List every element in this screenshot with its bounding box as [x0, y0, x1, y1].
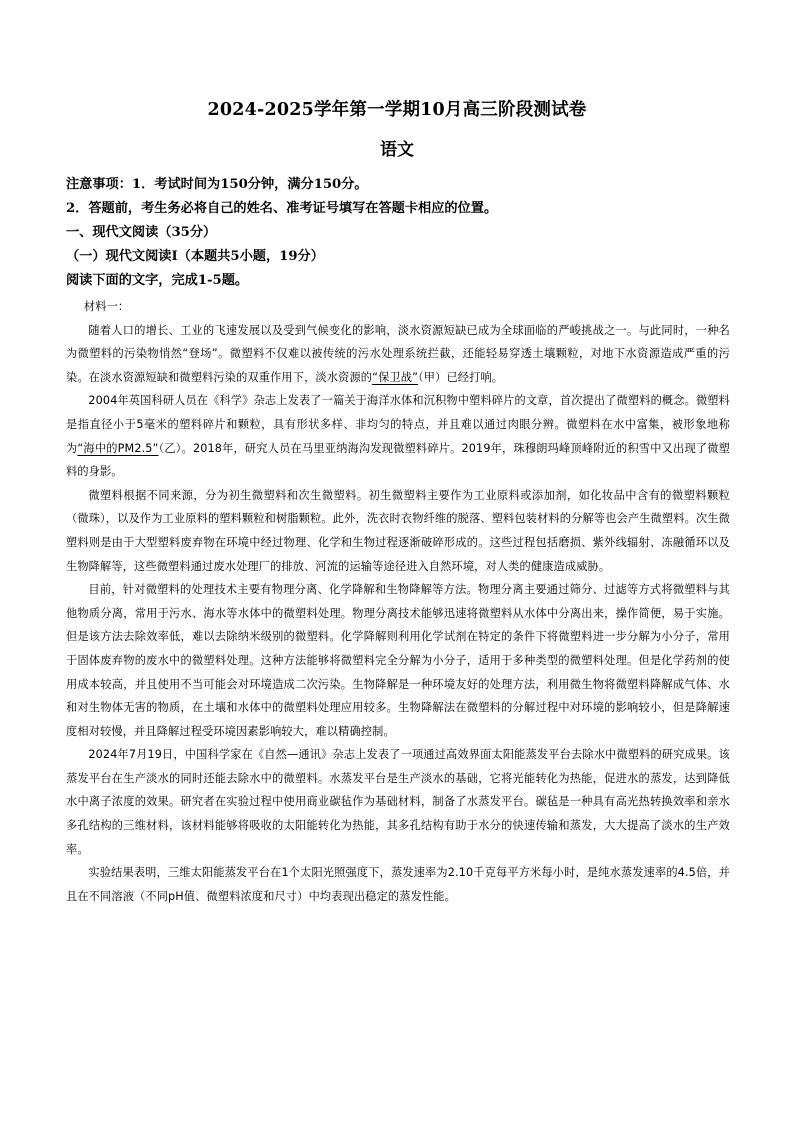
- subject-title: 语文: [380, 140, 414, 160]
- paragraph-1-tail: （甲）已经打响。: [418, 370, 504, 384]
- passage-body: [66, 295, 730, 908]
- paragraph-4: 目前，针对微塑料的处理技术主要有物理分离、化学降解和生物降解等方法。物理分离主要通过筛分、过滤等方式将微塑料与其他物质分离，常用于污水、海水等水体中的微塑料处理。物理分离技术能够迅速将微塑料从水体中分离出来，操作简便，易于实施。但是该方法去除效率低，难以去除纳米级别的微塑料。化学降解则利用化学试剂在特定的条件下将微塑料进一步分解为小分子，常用于固体废弃物的废水中的微塑料处理。这种方法能够将微塑料完全分解为小分子，适用于多种类型的微塑料处理。但是化学药剂的使用成本较高，并且使用不当可能会对环境造成二次污染。生物降解是一种环境友好的处理方法，利用微生物将微塑料降解成气体、水和对生物体无害的物质，在土壤和水体中的微塑料处理应用较多。生物降解法在微塑料的分解过程中对环境的影响较小，但是降解速度相对较慢，并且降解过程受环境因素影响较大，难以精确控制。: [66, 583, 730, 738]
- notice-line-1: 注意事项：1．考试时间为150分钟，满分150分。: [66, 177, 368, 192]
- paragraph-2-tail: （乙）。2018年，研究人员在马里亚纳海沟发现微塑料碎片。2019年，珠穆朗玛峰顶峰附近的积雪中又出现了微塑料的身影。: [66, 441, 730, 479]
- exam-title: 2024-2025学年第一学期10月高三阶段测试卷: [207, 100, 587, 120]
- paragraph-2: [66, 389, 730, 483]
- reading-instruction: 阅读下面的文字，完成1-5题。: [66, 273, 249, 288]
- paragraph-3: 微塑料根据不同来源，分为初生微塑料和次生微塑料。初生微塑料主要作为工业原料或添加剂，如化妆品中含有的微塑料颗粒（微珠），以及作为工业原料的塑料颗粒和树脂颗粒。此外，洗衣时衣物纤维的脱落、塑料包装材料的分解等也会产生微塑料。次生微塑料则是由于大型塑料废弃物在环境中经过物理、化学和生物过程逐渐破碎形成的。这些过程包括磨损、紫外线辐射、冻融循环以及生物降解等，这些微塑料通过废水处理厂的排放、河流的运输等途径进入自然环境，对人类的健康造成威胁。: [66, 488, 730, 573]
- section-heading: 一、现代文阅读（35分）: [66, 225, 217, 240]
- paragraph-1-text: 随着人口的增长、工业的飞速发展以及受到气候变化的影响，淡水资源短缺已成为全球面临的严峻挑战之一。与此同时，一种名为微塑料的污染物悄然“登场”。微塑料不仅难以被传统的污水处理系统拦截，还能轻易穿透土壤颗粒，对地下水资源造成严重的污染。在淡水资源短缺和微塑料污染的双重作用下，淡水资源的: [66, 323, 730, 384]
- material-label: 材料一：: [83, 300, 130, 313]
- paragraph-5: 2024年7月19日，中国科学家在《自然—通讯》杂志上发表了一项通过高效界面太阳能蒸发平台去除水中微塑料的研究成果。该蒸发平台在生产淡水的同时还能去除水中的微塑料。水蒸发平台是生产淡水的基础，它将光能转化为热能，促进水的蒸发，达到降低水中离子浓度的效果。研究者在实验过程中使用商业碳毡作为基础材料，制备了水蒸发平台。碳毡是一种具有高光热转换效率和亲水多孔结构的三维材料，该材料能够将吸收的太阳能转化为热能，其多孔结构有助于水分的快速传输和蒸发，大大提高了淡水的生产效率。: [66, 748, 730, 856]
- underlined-term-jia: “保卫战”: [372, 370, 419, 384]
- subsection-heading: （一）现代文阅读Ⅰ（本题共5小题，19分）: [66, 249, 324, 264]
- paragraph-1: [66, 319, 730, 390]
- underlined-term-yi: “海中的PM2.5”: [77, 441, 159, 455]
- paragraph-6: 实验结果表明，三维太阳能蒸发平台在1个太阳光照强度下，蒸发速率为2.10千克每平方米每小时，是纯水蒸发速率的4.5倍，并且在不同溶液（不同pH值、微塑料浓度和尺寸）中均表现出稳定的蒸发性能。: [66, 866, 730, 903]
- notice-line-2: 2．答题前，考生务必将自己的姓名、准考证号填写在答题卡相应的位置。: [66, 201, 498, 216]
- paragraph-2-text: 2004年英国科研人员在《科学》杂志上发表了一篇关于海洋水体和沉积物中塑料碎片的文章，首次提出了微塑料的概念。微塑料是指直径小于5毫米的塑料碎片和颗粒，具有形状多样、非均匀的特点，并且难以通过肉眼分辨。微塑料在水中富集，被形象地称为: [66, 394, 730, 455]
